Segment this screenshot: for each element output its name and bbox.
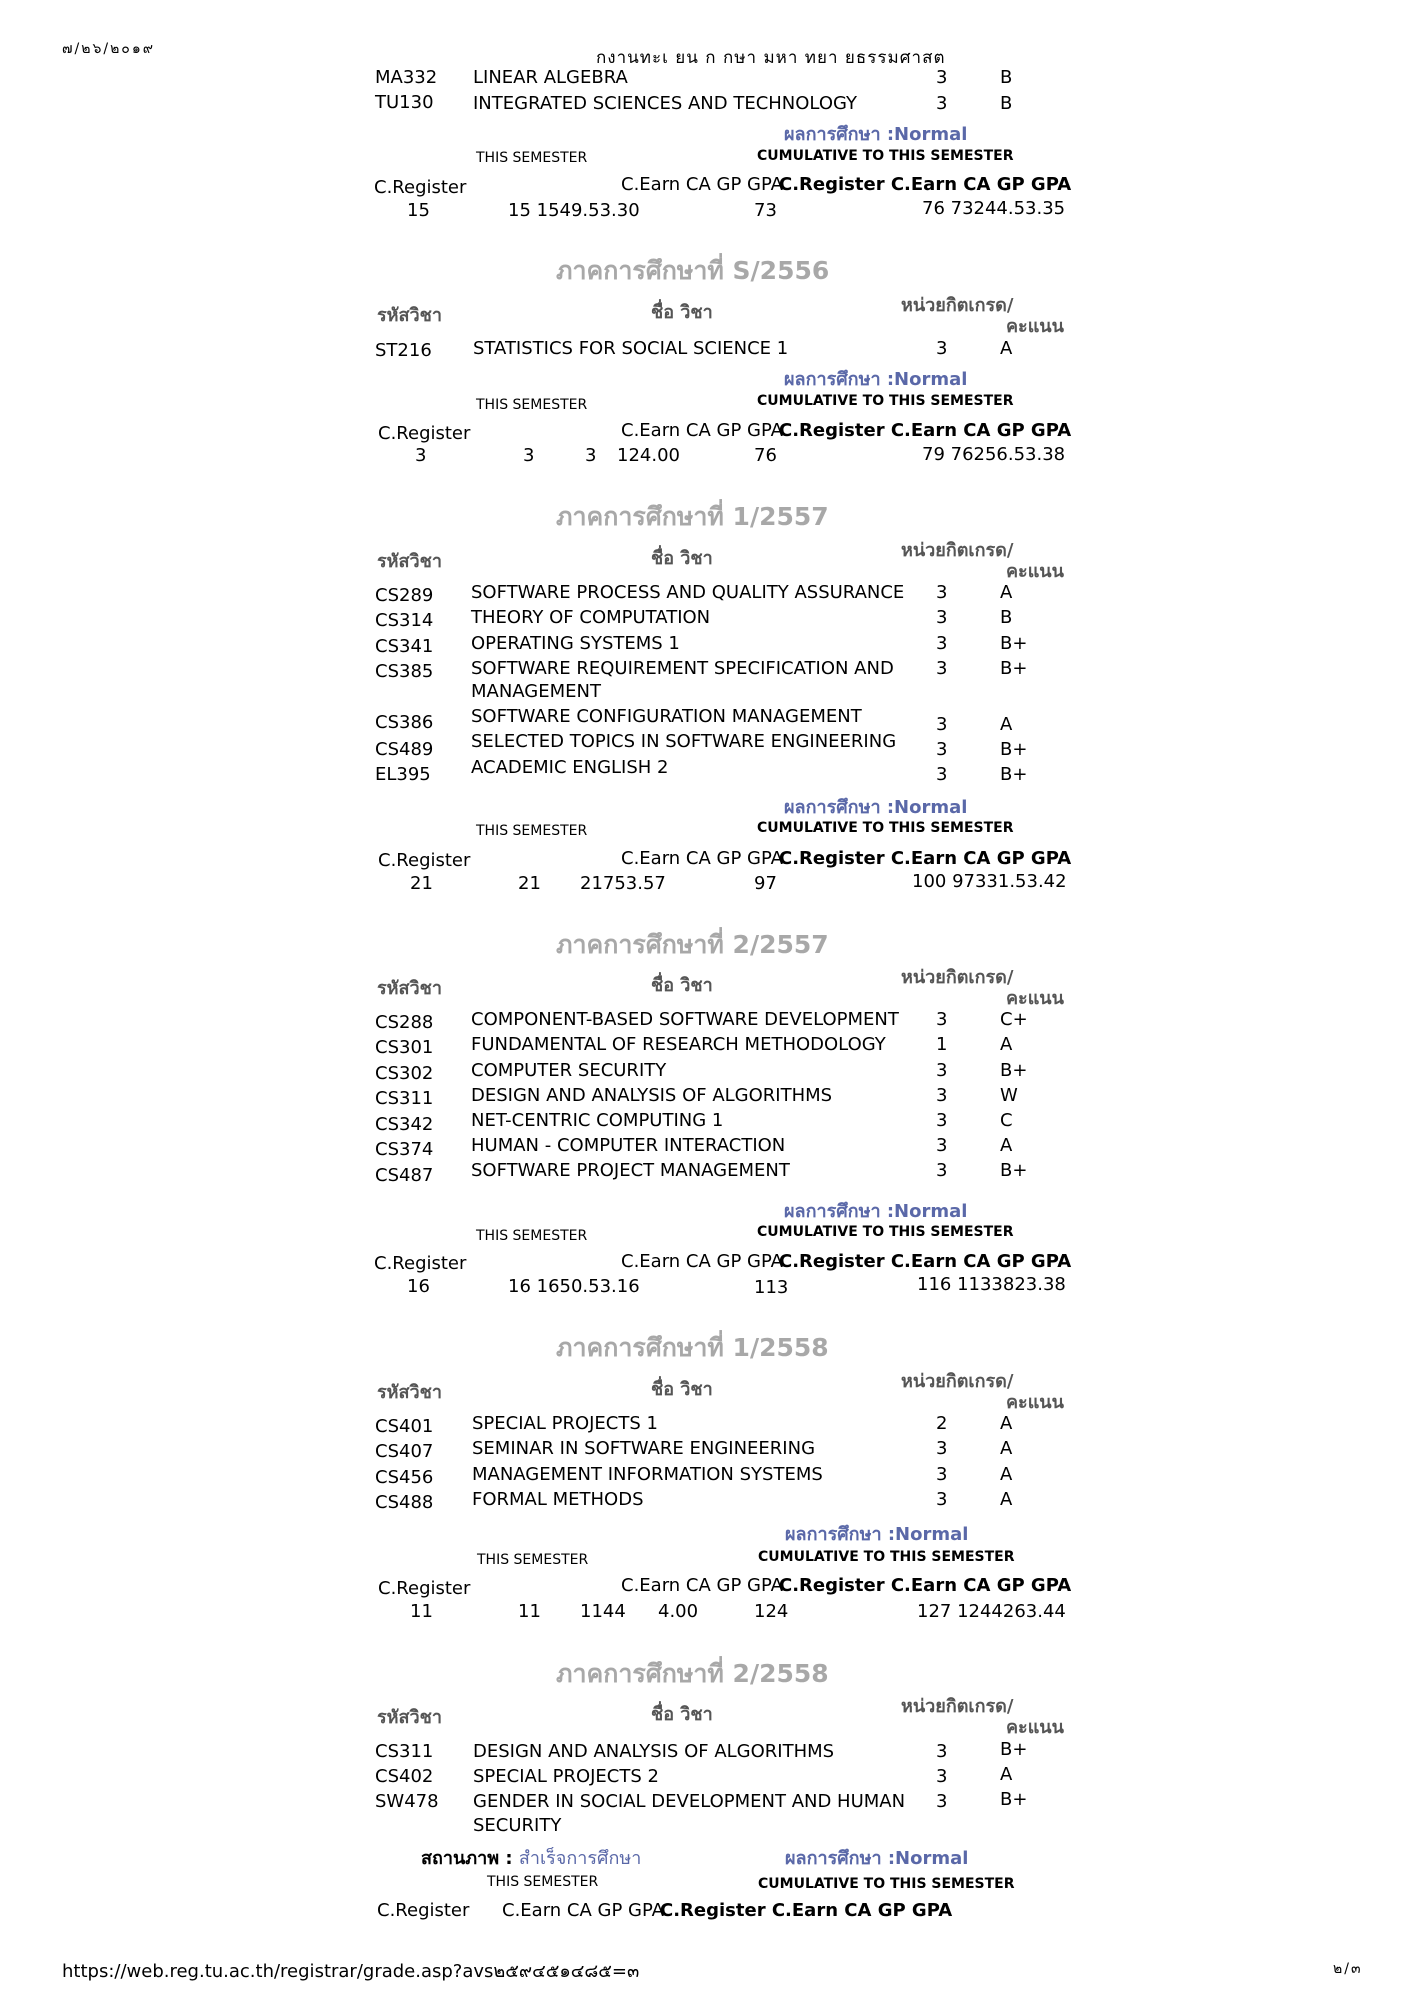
cumulative-label: CUMULATIVE TO THIS SEMESTER [758,1549,1015,1565]
course-name: ACADEMIC ENGLISH 2 [471,757,669,778]
stat-cum-header: C.Register C.Earn CA GP GPA [779,420,1072,441]
stat-this-header: C.Earn CA GP GPA [621,848,783,869]
this-semester-label: THIS SEMESTER [476,1228,588,1244]
course-code: CS314 [375,610,434,631]
stat-cum-header: C.Register C.Earn CA GP GPA [779,1575,1072,1596]
course-code: CS311 [375,1088,434,1109]
stat-cum-header: C.Register C.Earn CA GP GPA [779,1251,1072,1272]
course-code: SW478 [375,1791,439,1812]
course-name: FUNDAMENTAL OF RESEARCH METHODOLOGY [471,1034,886,1055]
course-code: CS402 [375,1766,434,1787]
cregister-label: C.Register [378,850,471,871]
course-name: STATISTICS FOR SOCIAL SCIENCE 1 [473,338,789,359]
course-credit: 3 [936,714,948,735]
course-grade: A [1000,582,1013,603]
course-name: COMPONENT-BASED SOFTWARE DEVELOPMENT [471,1009,899,1030]
study-status: ผลการศึกษา :Normal [785,1848,969,1869]
course-credit: 3 [936,582,948,603]
stat-value: 3 [415,445,427,466]
course-grade: A [1000,1464,1013,1485]
course-grade: B+ [1000,658,1028,679]
course-grade: B+ [1000,1060,1028,1081]
course-name: DESIGN AND ANALYSIS OF ALGORITHMS [473,1741,835,1762]
column-credit-grade-header: หน่วยกิตเกรด/ [901,967,1014,988]
course-credit: 3 [936,93,948,114]
column-score-header: คะแนน [1006,316,1064,337]
course-code: EL395 [375,764,431,785]
column-score-header: คะแนน [1006,988,1064,1009]
column-credit-grade-header: หน่วยกิตเกรด/ [901,295,1014,316]
this-semester-label: THIS SEMESTER [476,397,588,413]
study-status: ผลการศึกษา :Normal [784,1201,968,1222]
stat-value: 116 1133823.38 [917,1274,1066,1295]
stat-value: 97 [754,873,777,894]
column-score-header: คะแนน [1006,561,1064,582]
this-semester-label: THIS SEMESTER [476,150,588,166]
stat-value: 124 [754,1601,789,1622]
course-credit: 3 [936,1766,948,1787]
course-credit: 3 [936,1489,948,1510]
course-grade: A [1000,1764,1013,1785]
course-code: CS342 [375,1114,434,1135]
stat-cum-header: C.Register C.Earn CA GP GPA [660,1900,953,1921]
graduation-status-value: สำเร็จการศึกษา [518,1848,642,1869]
course-credit: 3 [936,1741,948,1762]
course-code: ST216 [375,340,432,361]
course-name: SPECIAL PROJECTS 2 [473,1766,659,1787]
stat-value: 3 [585,445,597,466]
course-code: CS288 [375,1012,434,1033]
course-code: CS401 [375,1416,434,1437]
course-code: CS456 [375,1467,434,1488]
stat-value: 15 [407,200,430,221]
cumulative-label: CUMULATIVE TO THIS SEMESTER [758,1876,1015,1892]
course-credit: 3 [936,338,948,359]
cregister-label: C.Register [377,1900,470,1921]
course-name: SPECIAL PROJECTS 1 [472,1413,658,1434]
course-credit: 3 [936,1085,948,1106]
column-code-header: รหัสวิชา [377,978,442,999]
course-code: CS407 [375,1441,434,1462]
column-code-header: รหัสวิชา [377,551,442,572]
stat-value: 21753.57 [580,873,666,894]
course-name: MANAGEMENT INFORMATION SYSTEMS [472,1464,823,1485]
stat-cum-header: C.Register C.Earn CA GP GPA [779,174,1072,195]
stat-this-header: C.Earn CA GP GPA [621,420,783,441]
column-code-header: รหัสวิชา [377,1382,442,1403]
course-grade: A [1000,1413,1013,1434]
course-credit: 3 [936,1160,948,1181]
course-credit: 3 [936,1791,948,1812]
course-grade: B [1000,607,1013,628]
column-name-header: ชื่อ วิชา [651,1379,713,1400]
graduation-status-label: สถานภาพ : [421,1848,513,1869]
course-name: DESIGN AND ANALYSIS OF ALGORITHMS [471,1085,833,1106]
course-grade: A [1000,1034,1013,1055]
course-name: SOFTWARE CONFIGURATION MANAGEMENT [471,706,862,727]
stat-value: 3 [523,445,535,466]
cregister-label: C.Register [378,423,471,444]
course-code: CS289 [375,585,434,606]
course-credit: 3 [936,67,948,88]
column-name-header: ชื่อ วิชา [651,975,713,996]
cregister-label: C.Register [378,1578,471,1599]
stat-this-header: C.Earn CA GP GPA [621,174,783,195]
course-grade: B [1000,67,1013,88]
course-credit: 3 [936,764,948,785]
stat-value: 124.00 [617,445,680,466]
stat-value: 113 [754,1277,789,1298]
semester-title: ภาคการศึกษาที่ 1/2558 [556,1333,829,1362]
course-grade: C [1000,1110,1013,1131]
course-grade: A [1000,714,1013,735]
course-name-continued: MANAGEMENT [471,681,601,702]
semester-title: ภาคการศึกษาที่ S/2556 [556,256,830,285]
this-semester-label: THIS SEMESTER [476,823,588,839]
stat-cum-header: C.Register C.Earn CA GP GPA [779,848,1072,869]
column-credit-grade-header: หน่วยกิตเกรด/ [901,540,1014,561]
course-code: CS301 [375,1037,434,1058]
cumulative-label: CUMULATIVE TO THIS SEMESTER [757,820,1014,836]
course-code: CS311 [375,1741,434,1762]
page-header: กงานทะเ ยน ก กษา มหา ทยา ยธรรมศาสต [596,48,946,68]
course-credit: 3 [936,607,948,628]
footer-page-number: ๒/๓ [1333,1961,1363,1977]
semester-title: ภาคการศึกษาที่ 1/2557 [556,502,829,531]
stat-value: 76 [754,445,777,466]
stat-value: 4.00 [658,1601,699,1622]
stat-value: 127 1244263.44 [917,1601,1066,1622]
course-grade: B+ [1000,739,1028,760]
cregister-label: C.Register [374,177,467,198]
course-credit: 2 [936,1413,948,1434]
course-name: THEORY OF COMPUTATION [471,607,711,628]
course-name: SELECTED TOPICS IN SOFTWARE ENGINEERING [471,731,897,752]
course-name: OPERATING SYSTEMS 1 [471,633,680,654]
course-name: SOFTWARE REQUIREMENT SPECIFICATION AND [471,658,894,679]
stat-this-header: C.Earn CA GP GPA [621,1575,783,1596]
cumulative-label: CUMULATIVE TO THIS SEMESTER [757,1224,1014,1240]
stat-this-header: C.Earn CA GP GPA [502,1900,664,1921]
stat-value: 15 1549.53.30 [508,200,640,221]
study-status: ผลการศึกษา :Normal [784,124,968,145]
semester-title: ภาคการศึกษาที่ 2/2557 [556,930,829,959]
course-credit: 3 [936,633,948,654]
course-credit: 3 [936,1464,948,1485]
course-grade: B+ [1000,1739,1028,1760]
course-name: COMPUTER SECURITY [471,1060,667,1081]
stat-value: 73 [754,200,777,221]
course-name: SEMINAR IN SOFTWARE ENGINEERING [472,1438,816,1459]
column-code-header: รหัสวิชา [377,1707,442,1728]
stat-value: 21 [410,873,433,894]
stat-this-header: C.Earn CA GP GPA [621,1251,783,1272]
print-date: ๗/๒๖/๒๐๑๙ [62,41,155,57]
course-name: INTEGRATED SCIENCES AND TECHNOLOGY [473,93,858,114]
course-grade: B+ [1000,1789,1028,1810]
course-code: CS385 [375,661,434,682]
course-name: NET-CENTRIC COMPUTING 1 [471,1110,724,1131]
course-code: CS489 [375,739,434,760]
column-name-header: ชื่อ วิชา [651,302,713,323]
course-grade: A [1000,1489,1013,1510]
course-credit: 3 [936,658,948,679]
course-name: LINEAR ALGEBRA [473,67,628,88]
course-name: HUMAN - COMPUTER INTERACTION [471,1135,786,1156]
column-score-header: คะแนน [1006,1392,1064,1413]
stat-value: 11 [410,1601,433,1622]
study-status: ผลการศึกษา :Normal [784,369,968,390]
course-name-continued: SECURITY [473,1815,562,1836]
stat-value: 1144 [580,1601,626,1622]
stat-value: 79 76256.53.38 [922,444,1066,465]
cumulative-label: CUMULATIVE TO THIS SEMESTER [757,148,1014,164]
course-code: CS302 [375,1063,434,1084]
stat-value: 11 [518,1601,541,1622]
stat-value: 21 [518,873,541,894]
study-status: ผลการศึกษา :Normal [785,1524,969,1545]
course-grade: B+ [1000,1160,1028,1181]
stat-value: 76 73244.53.35 [922,198,1066,219]
course-code: MA332 [375,67,438,88]
column-credit-grade-header: หน่วยกิตเกรด/ [901,1371,1014,1392]
course-credit: 3 [936,739,948,760]
cregister-label: C.Register [374,1253,467,1274]
course-name: FORMAL METHODS [472,1489,644,1510]
course-grade: B [1000,93,1013,114]
semester-title: ภาคการศึกษาที่ 2/2558 [556,1659,829,1688]
course-name: SOFTWARE PROJECT MANAGEMENT [471,1160,790,1181]
course-code: CS374 [375,1139,434,1160]
course-code: CS487 [375,1165,434,1186]
stat-value: 100 97331.53.42 [912,871,1067,892]
column-name-header: ชื่อ วิชา [651,548,713,569]
course-code: TU130 [375,92,434,113]
column-name-header: ชื่อ วิชา [651,1704,713,1725]
course-credit: 3 [936,1009,948,1030]
course-grade: W [1000,1085,1018,1106]
column-credit-grade-header: หน่วยกิตเกรด/ [901,1696,1014,1717]
course-name: SOFTWARE PROCESS AND QUALITY ASSURANCE [471,582,905,603]
course-grade: A [1000,1135,1013,1156]
graduation-status [421,1843,641,1872]
stat-value: 16 [407,1276,430,1297]
course-credit: 3 [936,1135,948,1156]
study-status: ผลการศึกษา :Normal [784,797,968,818]
column-code-header: รหัสวิชา [377,305,442,326]
course-code: CS341 [375,636,434,657]
course-credit: 1 [936,1034,948,1055]
course-grade: C+ [1000,1009,1028,1030]
stat-value: 16 1650.53.16 [508,1276,640,1297]
course-code: CS386 [375,712,434,733]
course-grade: B+ [1000,764,1028,785]
this-semester-label: THIS SEMESTER [487,1874,599,1890]
footer-url: https://web.reg.tu.ac.th/registrar/grade.asp?avs๒๕๙๔๕๑๔๘๕=๓ [62,1961,640,1982]
course-name: GENDER IN SOCIAL DEVELOPMENT AND HUMAN [473,1791,906,1812]
cumulative-label: CUMULATIVE TO THIS SEMESTER [757,393,1014,409]
course-credit: 3 [936,1438,948,1459]
column-score-header: คะแนน [1006,1717,1064,1738]
course-grade: A [1000,1438,1013,1459]
course-grade: B+ [1000,633,1028,654]
course-grade: A [1000,338,1013,359]
course-credit: 3 [936,1110,948,1131]
course-credit: 3 [936,1060,948,1081]
this-semester-label: THIS SEMESTER [477,1552,589,1568]
course-code: CS488 [375,1492,434,1513]
